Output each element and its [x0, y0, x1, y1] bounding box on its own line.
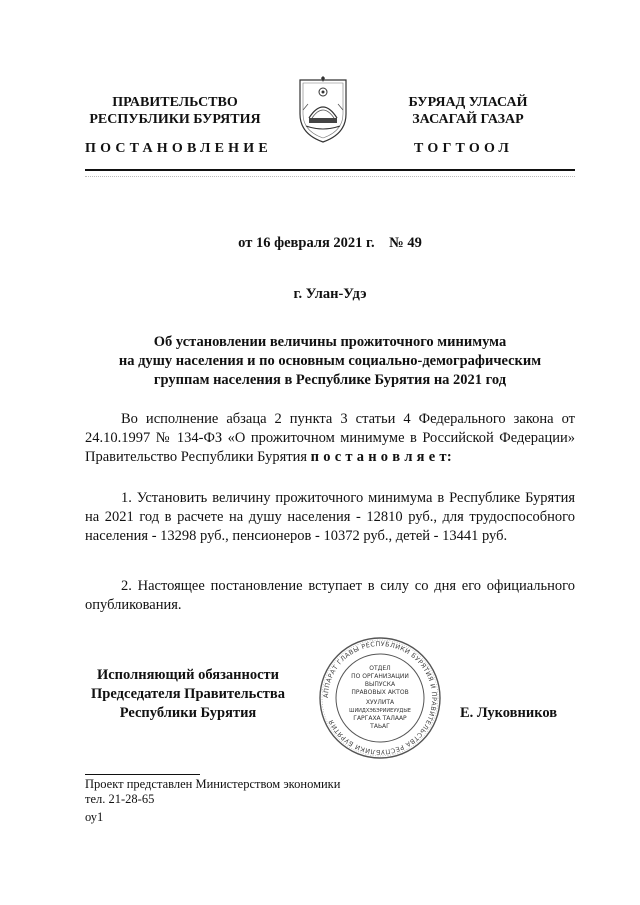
item-2-text: 2. Настоящее постановление вступает в силу со дня его официального опубликования. — [85, 578, 575, 613]
stamp-line5: ХУУЛИТА — [365, 699, 395, 706]
signatory-line2: Председателя Правительства — [91, 686, 285, 702]
issuer-right-line1: БУРЯАД УЛАСАЙ — [408, 95, 528, 110]
stamp-line6: ШИИДХЭБЭРИИЕУУДЫЕ — [349, 708, 411, 714]
title-line1: Об установлении величины прожиточного минимума — [153, 334, 507, 350]
footer-line2: тел. 21-28-65 — [85, 792, 155, 806]
signatory-line3: Республики Бурятия — [119, 705, 257, 721]
official-stamp — [318, 636, 442, 760]
issuer-right-line2: ЗАСАГАЙ ГАЗАР — [412, 112, 524, 127]
stamp-ring-text: АППАРАТ ГЛАВЫ РЕСПУБЛИКИ БУРЯТИЯ И ПРАВИТЕЛЬСТВА РЕСПУБЛИКИ БУРЯТИЯ — [321, 639, 439, 757]
item-1-text: 1. Установить величину прожиточного минимума в Республике Бурятия на 2021 год в расчете на душу населения - 12810 руб., для трудоспособного населения - 13298 руб., пенсионеров - 10372 руб., детей - 13441 руб. — [85, 490, 575, 544]
date-number: от 16 февраля 2021 г. № 49 — [238, 235, 422, 251]
preamble-text: Во исполнение абзаца 2 пункта 3 статьи 4 Федерального закона от 24.10.1997 № 134-ФЗ «О прожиточном минимуме в Российской Федерации» Правительство Республики Бурятия — [85, 411, 575, 465]
svg-text:АППАРАТ ГЛАВЫ РЕСПУБЛИКИ БУРЯТ — [322, 640, 438, 756]
stamp-line4: ПРАВОВЫХ АКТОВ — [351, 689, 409, 696]
document-title — [85, 333, 575, 390]
issuer-left-line2: РЕСПУБЛИКИ БУРЯТИЯ — [89, 112, 261, 127]
header-dotted-line — [85, 176, 575, 177]
stamp-line8: ТАЬАГ — [370, 723, 390, 730]
signatory-title — [82, 666, 294, 723]
footer-line1: Проект представлен Министерством экономики — [85, 777, 341, 791]
preamble-decree-word: п о с т а н о в л я е т: — [310, 449, 452, 465]
header-rule — [85, 169, 575, 171]
doc-type-left: ПОСТАНОВЛЕНИЕ — [85, 141, 272, 156]
item-1-paragraph — [85, 489, 575, 546]
signatory-name: Е. Луковников — [460, 705, 558, 721]
footer-code: оу1 — [85, 810, 104, 824]
signatory-line1: Исполняющий обязанности — [96, 667, 280, 683]
stamp-line1: ОТДЕЛ — [369, 665, 391, 672]
stamp-line3: ВЫПУСКА — [364, 681, 396, 688]
footer-rule — [85, 774, 200, 775]
city: г. Улан-Удэ — [293, 286, 367, 302]
issuer-left — [85, 94, 265, 128]
title-line3: группам населения в Республике Бурятия на 2021 год — [153, 372, 507, 388]
title-line2: на душу населения и по основным социально-демографическим — [118, 353, 542, 369]
stamp-line7: ГАРГАХА ТАЛААР — [353, 715, 407, 722]
stamp-line2: ПО ОРГАНИЗАЦИИ — [351, 673, 409, 680]
issuer-right — [388, 94, 548, 128]
item-2-paragraph — [85, 577, 575, 615]
footer-note — [85, 777, 340, 807]
coat-of-arms-emblem — [294, 74, 352, 144]
preamble-paragraph — [85, 410, 575, 467]
issuer-left-line1: ПРАВИТЕЛЬСТВО — [112, 95, 238, 110]
doc-type-right: ТОГТООЛ — [414, 141, 514, 156]
